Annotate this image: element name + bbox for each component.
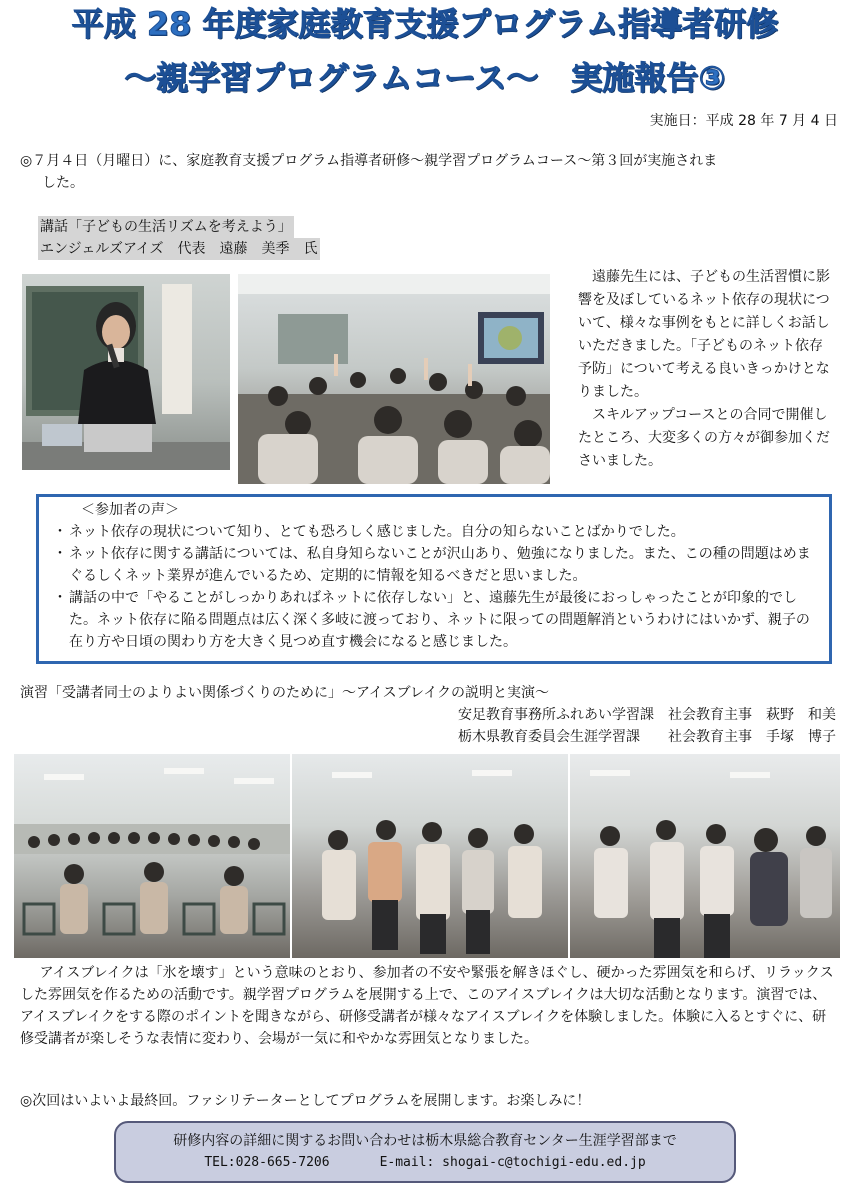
presenter-1: 安足教育事務所ふれあい学習課 社会教育主事 萩野 和美 xyxy=(458,707,836,723)
lecture-description-2: スキルアップコースとの合同で開催したところ、大変多くの方々が御参加くださいました。 xyxy=(578,407,830,469)
intro-head: ◎７月４日（月曜日）に、家庭教育支援プログラム指導者研修～親学習プログラムコース～第３回が実施されま xyxy=(20,153,718,169)
voices-list xyxy=(53,521,821,653)
list-item xyxy=(53,543,821,587)
contact-tel: TEL:028-665-7206 xyxy=(204,1155,330,1170)
intro-tail: した。 xyxy=(42,175,84,191)
bullet: ・ xyxy=(53,546,67,562)
lecture-heading xyxy=(38,216,320,260)
exercise-presenters xyxy=(458,704,836,748)
lecture-title: 講話「子どもの生活リズムを考えよう」 xyxy=(38,216,294,238)
contact-details xyxy=(116,1152,734,1174)
intro-paragraph xyxy=(20,150,835,194)
list-item xyxy=(53,587,821,653)
lecture-speaker-photo xyxy=(22,274,230,470)
bullet: ・ xyxy=(53,590,67,606)
icebreak-photo-circle xyxy=(14,754,290,958)
icebreak-photo-mingle xyxy=(292,754,568,958)
next-session-note: ◎次回はいよいよ最終回。ファシリテーターとしてプログラムを展開します。お楽しみに！ xyxy=(20,1093,591,1109)
contact-line: 研修内容の詳細に関するお問い合わせは栃木県総合教育センター生涯学習部まで xyxy=(173,1133,677,1149)
lecture-description xyxy=(578,266,836,473)
exercise-title: 演習「受講者同士のよりよい関係づくりのために」～アイスブレイクの説明と実演～ xyxy=(20,685,550,701)
voice-text: ネット依存の現状について知り、とても恐ろしく感じました。自分の知らないことばかりでした。 xyxy=(69,524,685,540)
voice-text: ネット依存に関する講話については、私自身知らないことが沢山あり、勉強になりました。また、この種の問題はめまぐるしくネット業界が進んでいるため、定期的に情報を知るべきだと思いました。 xyxy=(69,546,811,584)
page-subtitle: ～親学習プログラムコース～ 実施報告③ xyxy=(124,59,726,97)
contact-box xyxy=(114,1121,736,1183)
voice-text: 講話の中で「やることがしっかりあればネットに依存しない」と、遠藤先生が最後におっしゃったことが印象的でした。ネット依存に陥る問題点は広く深く多岐に渡っており、ネットに限っての問題解消というわけにはいかず、親子の在り方や日頃の関わり方を大きく見つめ直す機会になると感じました。 xyxy=(69,590,810,650)
bullet: ・ xyxy=(53,524,67,540)
event-date: 実施日：平成 28 年 7 月 4 日 xyxy=(649,113,838,129)
lecture-speaker: エンジェルズアイズ 代表 遠藤 美季 氏 xyxy=(38,238,320,260)
icebreak-photo-pairs xyxy=(570,754,840,958)
voices-heading: ＜参加者の声＞ xyxy=(81,502,179,518)
exercise-description xyxy=(20,962,840,1050)
exercise-body: アイスブレイクは「氷を壊す」という意味のとおり、参加者の不安や緊張を解きほぐし、硬かった雰囲気を和らげ、リラックスした雰囲気を作るための活動です。親学習プログラムを展開する上で、このアイスブレイクは大切な活動となります。演習では、アイスブレイクをする際のポイントを聞きながら、研修受講者が様々なアイスブレイクを体験しました。体験に入るとすぐに、研修受講者が楽しそうな表情に変わり、会場が一気に和やかな雰囲気となりました。 xyxy=(20,965,834,1047)
list-item xyxy=(53,521,821,543)
lecture-audience-photo xyxy=(238,274,550,484)
participant-voices-box xyxy=(36,494,832,664)
presenter-2: 栃木県教育委員会生涯学習課 社会教育主事 手塚 博子 xyxy=(458,729,836,745)
lecture-description-1: 遠藤先生には、子どもの生活習慣に影響を及ぼしているネット依存の現状について、様々な事例をもとに詳しくお話しいただきました。「子どものネット依存予防」について考える良いきっかけとなりました。 xyxy=(578,269,830,400)
page-title: 平成 28 年度家庭教育支援プログラム指導者研修 xyxy=(71,5,779,43)
contact-email: E-mail: shogai-c@tochigi-edu.ed.jp xyxy=(379,1155,646,1170)
